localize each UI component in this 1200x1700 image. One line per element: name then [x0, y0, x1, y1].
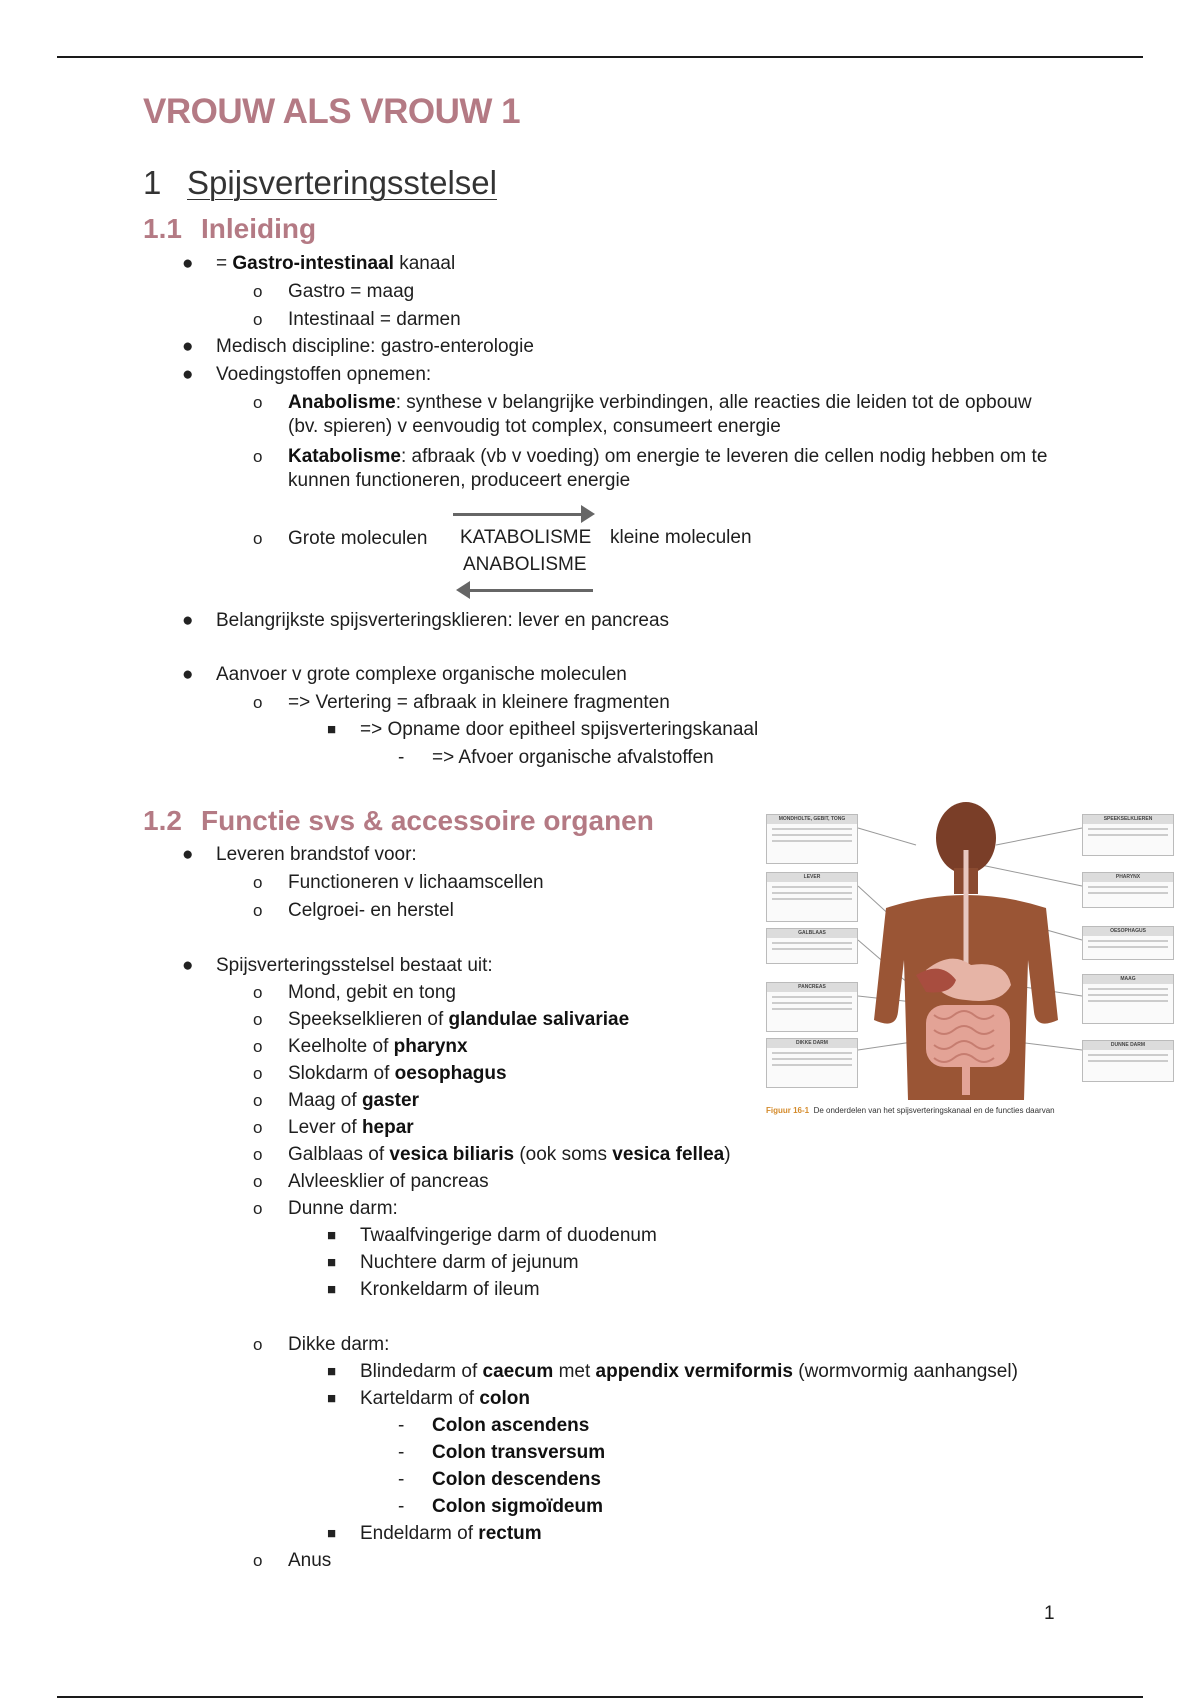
list-item [327, 1224, 657, 1248]
list-item [327, 1278, 540, 1302]
list-item [398, 1468, 601, 1492]
text: Celgroei- en herstel [288, 900, 454, 921]
bold-term: Anabolisme [288, 392, 396, 413]
text: (wormvormig aanhangsel) [792, 1361, 1018, 1382]
text: => Opname door epitheel spijsverteringskanaal [360, 719, 759, 740]
list-item [182, 609, 670, 633]
list-item [253, 1062, 507, 1086]
page-number: 1 [1044, 1603, 1055, 1624]
text: met [553, 1361, 596, 1382]
figure-label-box [766, 872, 858, 922]
list-item [327, 1360, 1018, 1384]
text: Intestinaal = darmen [288, 309, 461, 330]
section-title: Inleiding [201, 213, 317, 244]
square-marker: ■ [327, 1363, 337, 1380]
figure-label-box [1082, 814, 1174, 856]
figure-label-box [1082, 926, 1174, 960]
bold-term: Gastro-intestinaal [232, 253, 394, 274]
list-item [253, 1035, 468, 1059]
label-title: MAAG [1083, 975, 1173, 984]
text: Maag of [288, 1090, 362, 1111]
circle-marker: o [253, 693, 263, 712]
square-marker: ■ [327, 721, 337, 738]
list-item [327, 718, 759, 742]
circle-marker: o [253, 310, 263, 329]
bold-term: vesica biliaris [389, 1144, 515, 1165]
list-item [253, 1170, 489, 1194]
figure-label-box [766, 1038, 858, 1088]
bold-term: gaster [361, 1090, 419, 1111]
text: (ook soms [514, 1144, 613, 1165]
text: Spijsverteringsstelsel bestaat uit: [216, 955, 493, 976]
list-item [253, 1089, 419, 1113]
label-title: SPEEKSELKLIEREN [1083, 815, 1173, 824]
text: Functioneren v lichaamscellen [288, 872, 544, 893]
list-item [398, 1495, 603, 1519]
bold-term: appendix vermiformis [595, 1361, 793, 1382]
text: Dikke darm: [288, 1334, 390, 1355]
circle-marker: o [253, 1037, 263, 1056]
figure-label-box [766, 928, 858, 964]
caption-label: Figuur 16-1 [766, 1106, 810, 1115]
bold-term: hepar [361, 1117, 414, 1138]
circle-marker: o [253, 282, 263, 301]
label-title: GALBLAAS [767, 929, 857, 938]
dash-marker: - [398, 747, 405, 768]
figure-label-box [766, 982, 858, 1032]
text: Endeldarm of [360, 1523, 479, 1544]
list-item [182, 363, 432, 387]
bullet-marker: ● [182, 336, 194, 357]
list-item [253, 1143, 731, 1167]
square-marker: ■ [327, 1525, 337, 1542]
text: Karteldarm of [360, 1388, 480, 1409]
circle-marker: o [253, 1064, 263, 1083]
section-number: 1.1 [143, 213, 182, 244]
circle-marker: o [253, 1199, 263, 1218]
list-item [182, 252, 456, 276]
text: Dunne darm: [288, 1198, 398, 1219]
text: => Afvoer organische afvalstoffen [432, 747, 714, 768]
list-item-anabolisme [253, 391, 1048, 439]
text: Leveren brandstof voor: [216, 844, 417, 865]
circle-marker: o [253, 529, 263, 548]
text: Nuchtere darm of jejunum [360, 1252, 579, 1273]
circle-marker: o [253, 901, 263, 920]
label-title: MONDHOLTE, GEBIT, TONG [767, 815, 857, 824]
list-item [253, 871, 544, 895]
circle-marker: o [253, 1335, 263, 1354]
list-item [253, 280, 415, 304]
bold-term: oesophagus [394, 1063, 507, 1084]
figure-caption [766, 1106, 1055, 1115]
list-item [253, 1008, 630, 1032]
katabolisme-label: KATABOLISME [460, 527, 592, 548]
section-number: 1.2 [143, 805, 182, 836]
caption-text: De onderdelen van het spijsverteringskanaal en de functies daarvan [813, 1106, 1055, 1115]
bullet-marker: ● [182, 664, 194, 685]
text: Lever of [288, 1117, 362, 1138]
figure-label-box [1082, 1040, 1174, 1082]
list-item [182, 843, 417, 867]
square-marker: ■ [327, 1227, 337, 1244]
text: kanaal [393, 253, 456, 274]
bullet-marker: ● [182, 364, 194, 385]
list-item [398, 746, 714, 770]
section-heading-functie [143, 805, 654, 837]
text: Anus [288, 1550, 332, 1571]
chapter-number: 1 [143, 164, 162, 201]
circle-marker: o [253, 1145, 263, 1164]
list-item-katabolisme [253, 445, 1048, 493]
list-item [398, 1414, 590, 1438]
bold-term: Katabolisme [288, 446, 401, 467]
bold-term: caecum [482, 1361, 554, 1382]
text: Voedingstoffen opnemen: [216, 364, 432, 385]
circle-marker: o [253, 1172, 263, 1191]
dash-marker: - [398, 1469, 405, 1490]
text: Twaalfvingerige darm of duodenum [360, 1225, 657, 1246]
list-item [253, 1333, 390, 1357]
document-title: VROUW ALS VROUW 1 [143, 92, 521, 131]
text: Gastro = maag [288, 281, 415, 302]
text: Mond, gebit en tong [288, 982, 456, 1003]
arrow-left-icon [468, 589, 593, 592]
label-title: PHARYNX [1083, 873, 1173, 882]
label-title: DUNNE DARM [1083, 1041, 1173, 1050]
square-marker: ■ [327, 1390, 337, 1407]
text: Alvleesklier of pancreas [288, 1171, 489, 1192]
digestive-system-figure [766, 800, 1174, 1100]
bold-term: colon [479, 1388, 530, 1409]
circle-marker: o [253, 1118, 263, 1137]
kleine-moleculen-label: kleine moleculen [610, 527, 752, 548]
text: => Vertering = afbraak in kleinere fragmenten [288, 692, 670, 713]
arrow-right-icon [453, 513, 583, 516]
label-title: OESOPHAGUS [1083, 927, 1173, 936]
bold-term: Colon sigmoïdeum [432, 1496, 603, 1517]
figure-label-box [1082, 974, 1174, 1024]
text: Aanvoer v grote complexe organische moleculen [216, 664, 627, 685]
list-item [398, 1441, 606, 1465]
list-item [253, 1116, 414, 1140]
bold-term: pharynx [393, 1036, 468, 1057]
bullet-marker: ● [182, 844, 194, 865]
text: Slokdarm of [288, 1063, 395, 1084]
label-title: LEVER [767, 873, 857, 882]
text: Galblaas of [288, 1144, 390, 1165]
figure-label-box [1082, 872, 1174, 908]
text: ) [724, 1144, 731, 1165]
dash-marker: - [398, 1442, 405, 1463]
text: Grote moleculen [288, 528, 428, 549]
list-item [327, 1387, 530, 1411]
list-item [182, 663, 627, 687]
list-item [182, 954, 493, 978]
circle-marker: o [253, 1551, 263, 1570]
circle-marker: o [253, 393, 263, 412]
top-rule [57, 56, 1143, 58]
list-item-molecules [253, 527, 428, 551]
bold-term: rectum [478, 1523, 542, 1544]
bold-term: glandulae salivariae [448, 1009, 630, 1030]
circle-marker: o [253, 1010, 263, 1029]
label-title: PANCREAS [767, 983, 857, 992]
bullet-marker: ● [182, 253, 194, 274]
text: Keelholte of [288, 1036, 394, 1057]
square-marker: ■ [327, 1254, 337, 1271]
section-title: Functie svs & accessoire organen [201, 805, 654, 836]
chapter-heading [143, 164, 497, 202]
square-marker: ■ [327, 1281, 337, 1298]
list-item [327, 1522, 542, 1546]
bottom-rule [57, 1696, 1143, 1698]
list-item [182, 335, 534, 359]
text: = [216, 253, 233, 274]
bullet-marker: ● [182, 610, 194, 631]
circle-marker: o [253, 873, 263, 892]
text: Kronkeldarm of ileum [360, 1279, 540, 1300]
list-item [253, 308, 461, 332]
text: : synthese v belangrijke verbindingen, alle reacties die leiden tot de opbouw (bv. spieren) v eenvoudig tot complex, consumeert energie [288, 392, 1032, 437]
list-item [253, 899, 454, 923]
bold-term: Colon ascendens [432, 1415, 590, 1436]
circle-marker: o [253, 1091, 263, 1110]
text: Belangrijkste spijsverteringsklieren: lever en pancreas [216, 610, 670, 631]
list-item [253, 981, 456, 1005]
bullet-marker: ● [182, 955, 194, 976]
text: Speekselklieren of [288, 1009, 449, 1030]
circle-marker: o [253, 983, 263, 1002]
section-heading-inleiding [143, 213, 316, 245]
label-title: DIKKE DARM [767, 1039, 857, 1048]
list-item [327, 1251, 579, 1275]
bold-term: Colon descendens [432, 1469, 601, 1490]
text: : afbraak (vb v voeding) om energie te leveren die cellen nodig hebben om te kunnen functioneren, produceert energie [288, 446, 1048, 491]
anabolisme-label: ANABOLISME [463, 554, 587, 575]
circle-marker: o [253, 447, 263, 466]
bold-term: vesica fellea [612, 1144, 725, 1165]
dash-marker: - [398, 1496, 405, 1517]
text: Medisch discipline: gastro-enterologie [216, 336, 534, 357]
list-item [253, 1197, 398, 1221]
list-item [253, 1549, 332, 1573]
dash-marker: - [398, 1415, 405, 1436]
text: Blindedarm of [360, 1361, 483, 1382]
list-item [253, 691, 670, 715]
chapter-title: Spijsverteringsstelsel [187, 164, 497, 201]
bold-term: Colon transversum [432, 1442, 606, 1463]
figure-label-box [766, 814, 858, 864]
